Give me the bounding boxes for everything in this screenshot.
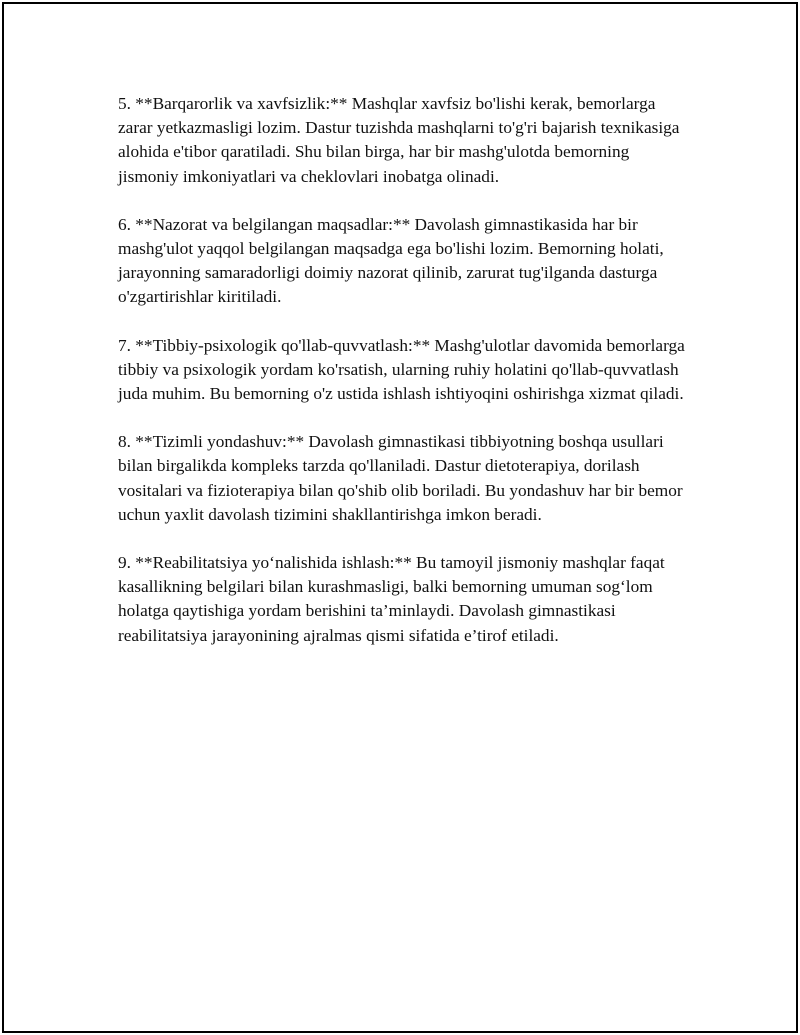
- paragraph-9: 9. **Reabilitatsiya yo‘nalishida ishlash:** Bu tamoyil jismoniy mashqlar faqat kasallikning belgilari bilan kurashmasligi, balki bemorning umuman sog‘lom holatga qaytishiga yordam berishini ta’minlaydi. Davolash gimnastikasi reabilitatsiya jarayonining ajralmas qismi sifatida e’tirof etiladi.: [118, 553, 665, 645]
- paragraph-7: 7. **Tibbiy-psixologik qo'llab-quvvatlash:** Mashg'ulotlar davomida bemorlarga tibbiy va psixologik yordam ko'rsatish, ularning ruhiy holatini qo'llab-quvvatlash juda muhim. Bu bemorning o'z ustida ishlash ishtiyoqini oshirishga xizmat qiladi.: [118, 335, 685, 404]
- paragraph-8: 8. **Tizimli yondashuv:** Davolash gimnastikasi tibbiyotning boshqa usullari bilan birgalikda kompleks tarzda qo'llaniladi. Dastur dietoterapiya, dorilash vositalari va fizioterapiya bilan qo'shib olib boriladi. Bu yondashuv har bir bemor uchun yaxlit davolash tizimini shakllantirishga imkon beradi.: [118, 432, 683, 524]
- paragraph-5: 5. **Barqarorlik va xavfsizlik:** Mashqlar xavfsiz bo'lishi kerak, bemorlarga zarar yetkazmasligi lozim. Dastur tuzishda mashqlarni to'g'ri bajarish texnikasiga alohida e'tibor qaratiladi. Shu bilan birga, har bir mashg'ulotda bemorning jismoniy imkoniyatlari va cheklovlari inobatga olinadi.: [118, 94, 680, 186]
- paragraph-6: 6. **Nazorat va belgilangan maqsadlar:** Davolash gimnastikasida har bir mashg'ulot yaqqol belgilangan maqsadga ega bo'lishi lozim. Bemorning holati, jarayonning samaradorligi doimiy nazorat qilinib, zarurat tug'ilganda dasturga o'zgartirishlar kiritiladi.: [118, 214, 664, 307]
- document-body: [118, 92, 688, 672]
